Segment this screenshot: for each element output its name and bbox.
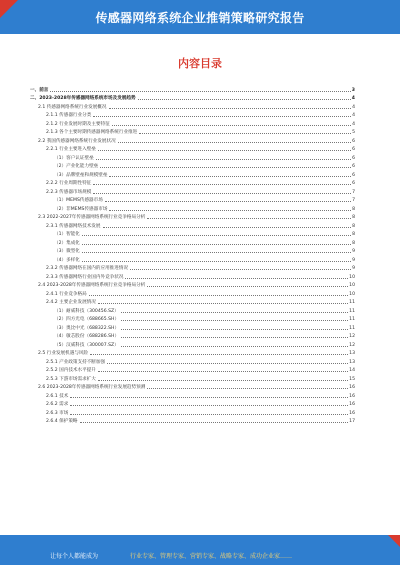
toc-entry-page: 9 <box>352 257 355 263</box>
toc-entry-title: 2.2.3 传感器市场规模 <box>46 189 92 195</box>
toc-entry[interactable] <box>30 297 355 306</box>
toc-leader-dots <box>80 422 349 423</box>
toc-entry-title: 2.5.2 国内技术水平提升 <box>46 368 96 373</box>
toc-leader-dots <box>93 184 351 185</box>
toc-leader-dots <box>89 295 348 296</box>
toc-entry-page: 3 <box>351 87 355 93</box>
toc-entry-page: 4 <box>352 121 355 127</box>
toc-entry[interactable] <box>30 331 355 340</box>
toc-entry[interactable] <box>30 263 355 272</box>
toc-entry[interactable] <box>30 127 355 136</box>
toc-entry[interactable] <box>30 169 355 178</box>
toc-entry[interactable] <box>30 220 355 229</box>
toc-entry[interactable] <box>30 271 355 280</box>
toc-leader-dots <box>93 193 351 194</box>
toc-entry-page: 6 <box>352 164 355 169</box>
toc-entry-page: 6 <box>352 172 355 178</box>
toc-entry-title: 2.2 我国传感器网络系统行业发展状况 <box>38 138 116 144</box>
toc-entry[interactable] <box>30 195 355 204</box>
toc-entry[interactable] <box>30 407 355 416</box>
toc-entry[interactable] <box>30 390 355 399</box>
toc-entry-title: （2）集成化 <box>54 240 80 246</box>
toc-entry-page: 10 <box>349 283 355 288</box>
toc-leader-dots <box>70 397 348 398</box>
toc-entry[interactable] <box>30 288 355 297</box>
footer-corner-decoration <box>388 535 400 547</box>
toc-leader-dots <box>112 125 351 126</box>
toc-entry-title: （2）产业化能力壁垒 <box>54 164 99 169</box>
toc-leader-dots <box>139 133 351 134</box>
toc-entry-page: 6 <box>352 155 355 161</box>
toc-entry-title: （2）非MEMS传感器市场 <box>54 206 108 212</box>
toc-entry-page: 7 <box>352 198 355 203</box>
toc-entry[interactable] <box>30 118 355 127</box>
toc-entry-title: 2.1.2 行业发展时期及主要特征 <box>46 121 110 127</box>
toc-entry-page: 16 <box>349 385 355 390</box>
toc-entry[interactable] <box>30 186 355 195</box>
toc-entry-title: 2.4 2023-2028年传感器网络系统行业竞争格局分析 <box>38 283 146 288</box>
toc-entry[interactable] <box>30 314 355 323</box>
footer-slogan-left: 让每个人都能成为 <box>50 553 99 560</box>
toc-entry-title: （4）敏芯股份（688286.SH） <box>54 334 120 339</box>
toc-entry-title: 2.1.3 各个主要时期传感器网络系统行业推进 <box>46 130 138 135</box>
toc-entry-title: 2.2.2 行业周期性特征 <box>46 181 92 186</box>
toc-leader-dots <box>82 252 351 253</box>
toc-entry-page: 16 <box>349 402 355 407</box>
toc-leader-dots <box>121 312 348 313</box>
toc-entry-page: 16 <box>349 393 355 399</box>
toc-entry[interactable] <box>30 229 355 238</box>
toc-entry-page: 12 <box>349 334 355 339</box>
header-bar <box>0 0 400 34</box>
report-title: 传感器网络系统企业推销策略研究报告 <box>95 11 305 25</box>
footer-slogan-right: 行业专家、管理专家、营销专家、战略专家、成功企业家…… <box>130 553 293 560</box>
toc-entry[interactable] <box>30 399 355 408</box>
toc-leader-dots <box>93 116 351 117</box>
toc-entry-page: 13 <box>349 359 355 365</box>
toc-entry-title: 2.6.1 技术 <box>46 393 69 399</box>
toc-entry-page: 11 <box>349 325 355 331</box>
toc-entry[interactable] <box>30 101 355 110</box>
toc-entry-title: （2）四方光电（688665.SH） <box>54 317 120 322</box>
toc-leader-dots <box>138 99 351 100</box>
toc-entry-title: 2.4.1 行业竞争格局 <box>46 291 87 297</box>
toc-leader-dots <box>121 329 348 330</box>
toc-entry-page: 8 <box>352 223 355 229</box>
toc-entry[interactable] <box>30 348 355 357</box>
toc-entry[interactable] <box>30 110 355 119</box>
toc-entry-page: 9 <box>352 249 355 254</box>
toc-entry-title: 2.6 2023-2028年传感器网络系统行业发展趋势预测 <box>38 385 146 390</box>
toc-entry-title: （3）品牌壁垒和规模壁垒 <box>54 172 108 178</box>
toc-entry-title: （5）汉威科技（300007.SZ） <box>54 342 119 348</box>
toc-entry[interactable] <box>30 161 355 170</box>
toc-leader-dots <box>147 286 348 287</box>
toc-leader-dots <box>82 244 351 245</box>
toc-leader-dots <box>147 218 351 219</box>
toc-entry-page: 6 <box>352 147 355 152</box>
toc-entry-title: （3）微型化 <box>54 249 80 254</box>
toc-entry-title: （1）耐威科技（300456.SZ） <box>54 308 119 314</box>
toc-leader-dots <box>70 405 348 406</box>
toc-entry[interactable] <box>30 356 355 365</box>
toc-entry-page: 8 <box>352 215 355 220</box>
toc-entry[interactable] <box>30 203 355 212</box>
toc-leader-dots <box>96 159 351 160</box>
toc-entry-page: 4 <box>352 113 355 118</box>
toc-entry-title: 2.3.2 传感器网络在国内的应用推进情况 <box>46 266 129 271</box>
toc-leader-dots <box>82 261 351 262</box>
toc-entry-title: 2.1.1 传感器行业分类 <box>46 113 92 118</box>
toc-entry-page: 6 <box>352 181 355 186</box>
toc-entry-page: 11 <box>349 308 355 314</box>
toc-entry-title: （1）MEMS传感器市场 <box>54 198 103 203</box>
toc-entry[interactable] <box>30 152 355 161</box>
toc-leader-dots <box>107 363 348 364</box>
toc-leader-dots <box>130 269 351 270</box>
toc-heading: 内容目录 <box>178 57 222 70</box>
toc-entry[interactable] <box>30 212 355 221</box>
toc-entry-title: （4）多样化 <box>54 257 80 263</box>
toc-entry-page: 11 <box>349 300 355 305</box>
toc-leader-dots <box>100 167 351 168</box>
toc-entry[interactable] <box>30 416 355 425</box>
toc-entry[interactable] <box>30 144 355 153</box>
toc-leader-dots <box>103 227 352 228</box>
toc-entry-title: 一、前言 <box>30 87 49 93</box>
toc-leader-dots <box>50 91 350 92</box>
toc-leader-dots <box>109 108 352 109</box>
toc-entry-title: 2.5 行业发展机遇与风险 <box>38 351 89 356</box>
toc-entry-title: 2.6.3 市场 <box>46 410 69 416</box>
toc-entry[interactable] <box>30 382 355 391</box>
toc-leader-dots <box>98 150 351 151</box>
toc-leader-dots <box>70 414 348 415</box>
toc-leader-dots <box>125 278 348 279</box>
toc-entry-page: 8 <box>352 206 355 212</box>
toc-leader-dots <box>121 320 348 321</box>
toc-entry[interactable] <box>30 373 355 382</box>
toc-entry[interactable] <box>30 365 355 374</box>
toc-leader-dots <box>121 337 348 338</box>
toc-entry[interactable] <box>30 322 355 331</box>
toc-entry[interactable] <box>30 178 355 187</box>
toc-entry[interactable] <box>30 93 355 102</box>
toc-leader-dots <box>105 201 351 202</box>
toc-entry-page: 9 <box>352 266 355 271</box>
toc-entry-page: 7 <box>352 189 355 195</box>
toc-entry-page: 6 <box>352 138 355 144</box>
table-of-contents <box>30 84 355 424</box>
toc-entry-title: （1）客户认证壁垒 <box>54 155 94 161</box>
toc-entry-page: 4 <box>352 104 355 110</box>
toc-leader-dots <box>147 388 348 389</box>
toc-entry-page: 8 <box>352 240 355 246</box>
toc-entry-page: 16 <box>349 410 355 416</box>
toc-entry[interactable] <box>30 305 355 314</box>
toc-entry-page: 17 <box>349 419 355 424</box>
toc-entry[interactable] <box>30 84 355 93</box>
toc-entry-page: 14 <box>349 368 355 373</box>
toc-entry-title: 2.3 2022-2027年传感器网络系统行业竞争格局分析 <box>38 215 146 220</box>
toc-entry[interactable] <box>30 237 355 246</box>
toc-leader-dots <box>109 176 351 177</box>
toc-leader-dots <box>121 346 348 347</box>
toc-entry-page: 11 <box>349 317 355 322</box>
toc-entry-title: 2.4.2 主要企业发展情况 <box>46 300 96 305</box>
toc-entry-title: 2.6.2 需求 <box>46 402 69 407</box>
toc-leader-dots <box>98 380 348 381</box>
toc-entry-title: 2.3.1 传感器网络技术发展 <box>46 223 101 229</box>
toc-entry-title: 二、2023-2028年传感器网络系统市场及发展趋势 <box>30 96 136 101</box>
toc-leader-dots <box>82 235 351 236</box>
toc-leader-dots <box>109 210 351 211</box>
toc-entry[interactable] <box>30 246 355 255</box>
toc-entry-page: 10 <box>349 291 355 297</box>
toc-entry[interactable] <box>30 280 355 289</box>
toc-entry-page: 12 <box>349 342 355 348</box>
toc-leader-dots <box>118 142 351 143</box>
toc-leader-dots <box>98 371 348 372</box>
toc-entry-title: 2.2.1 行业主要进入壁垒 <box>46 147 96 152</box>
toc-leader-dots <box>90 354 348 355</box>
toc-entry-page: 8 <box>352 232 355 237</box>
toc-entry[interactable] <box>30 135 355 144</box>
toc-entry-title: 2.1 传感器网络系统行业发展概况 <box>38 104 107 110</box>
toc-entry-page: 13 <box>349 351 355 356</box>
toc-entry-title: 2.5.1 产业政策支持不断加强 <box>46 359 106 365</box>
toc-entry-page: 5 <box>352 130 355 135</box>
footer-bar <box>0 535 400 565</box>
toc-entry-title: （3）奥比中光（688322.SH） <box>54 325 120 331</box>
toc-leader-dots <box>98 303 348 304</box>
toc-entry-page: 15 <box>349 376 355 382</box>
toc-entry-title: （1）智能化 <box>54 232 80 237</box>
toc-entry[interactable] <box>30 339 355 348</box>
toc-entry-page: 10 <box>349 274 355 280</box>
toc-entry-page: 4 <box>351 96 355 101</box>
toc-entry-title: 2.3.3 传感器网络行业国内外竞争状况 <box>46 274 124 280</box>
toc-entry-title: 2.5.3 下游市场需求扩大 <box>46 376 96 382</box>
toc-entry-title: 2.6.4 保护策略 <box>46 419 78 424</box>
toc-entry[interactable] <box>30 254 355 263</box>
